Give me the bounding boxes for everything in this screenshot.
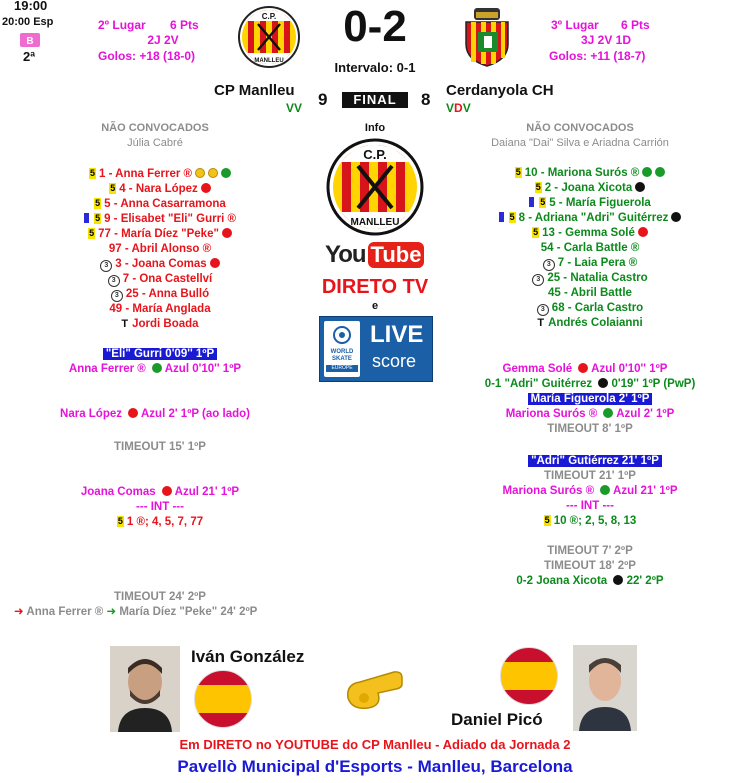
away-event-card3: Mariona Surós ® Azul 2' 1ºP (505, 408, 675, 420)
away-points: 6 Pts (621, 18, 650, 32)
starter-badge: 5 (533, 227, 539, 237)
home-goals: Golos: +18 (18-0) (98, 49, 196, 63)
spain-flag-icon (194, 670, 252, 728)
referee1-photo (110, 646, 180, 732)
division-icon (19, 31, 41, 49)
substitute-badge: 3 (100, 260, 112, 272)
away-int: --- INT --- (566, 500, 614, 512)
starter-badge: 5 (110, 183, 116, 193)
home-position: 2º Lugar (98, 18, 146, 32)
substitute-badge: 3 (111, 290, 123, 302)
roster-player: 3 68 - Carla Castro (480, 301, 700, 316)
roster-player: 5 10 - Mariona Surós ® (480, 166, 700, 181)
substitute-badge: 3 (532, 274, 544, 286)
home-event-card3: Joana Comas Azul 21' 1ºP (80, 486, 240, 498)
footer-venue: Pavellò Municipal d'Esports - Manlleu, Barcelona (177, 757, 573, 776)
card-icon (195, 168, 205, 178)
home-points: 6 Pts (170, 18, 199, 32)
local-time: 20:00 Esp (2, 16, 54, 28)
away-timeout2: TIMEOUT 21' 1ºP (544, 470, 636, 482)
card-icon (201, 183, 211, 193)
starter-badge: 5 (535, 182, 541, 192)
home-roster (40, 167, 280, 332)
starter-badge: 5 (89, 228, 95, 238)
final-badge: FINAL (342, 92, 408, 108)
roster-player: 5 13 - Gemma Solé (480, 226, 700, 241)
card-icon (221, 168, 231, 178)
away-fouls: 8 (421, 90, 431, 109)
whistle-icon (342, 668, 408, 712)
card-icon (208, 168, 218, 178)
starter-badge: 5 (89, 168, 95, 178)
roster-player: 3 25 - Natalia Castro (480, 271, 700, 286)
home-timeout1: TIMEOUT 15' 1ºP (114, 441, 206, 453)
score: 0-2 (343, 2, 407, 51)
away-not-called: Daiana "Dai" Silva e Ariadna Carrión (491, 137, 669, 149)
roster-player: 5 5 - Anna Casarramona (95, 198, 226, 210)
home-event-card2: Nara López Azul 2' 1ºP (ao lado) (60, 408, 250, 420)
home-substitution: ➜ Anna Ferrer ® ➜ María Díez "Peke" 24' 2ºP (14, 606, 258, 618)
card-icon (635, 182, 645, 192)
svg-text:C.P.: C.P. (261, 12, 277, 21)
home-timeout2: TIMEOUT 24' 2ºP (114, 591, 206, 603)
substitute-badge: 3 (543, 259, 555, 271)
roster-player: 3 25 - Anna Bulló (40, 287, 280, 302)
substitute-badge: 3 (537, 304, 549, 316)
roster-player: 5 9 - Elisabet "Eli" Gurri ® (40, 212, 280, 227)
roster-player: 49 - María Anglada (109, 303, 211, 315)
away-event-goal1: 0-1 "Adri" Guitérrez 0'19'' 1ºP (PwP) (484, 378, 696, 390)
info-link[interactable]: Info (364, 122, 386, 134)
referee2-name: Daniel Picó (451, 710, 543, 729)
roster-player: 5 8 - Adriana "Adri" Guitérrez (480, 211, 700, 226)
starter-badge: 5 (95, 213, 101, 223)
division-label: 2ª (23, 49, 36, 64)
away-event-card5: Mariona Surós ® Azul 21' 1ºP (502, 485, 678, 497)
logo-name: MANLLEU (350, 217, 400, 228)
away-team-name: Cerdanyola CH (446, 82, 554, 99)
halftime-score: Intervalo: 0-1 (334, 60, 416, 75)
home-event-card1: Anna Ferrer ® Azul 0'10'' 1ºP (68, 363, 242, 375)
home-record: 2J 2V (147, 33, 179, 47)
substitute-badge: 3 (108, 275, 120, 287)
away-timeout1: TIMEOUT 8' 1ºP (547, 423, 633, 435)
svg-text:MANLLEU: MANLLEU (254, 58, 284, 64)
roster-player: 54 - Carla Battle ® (540, 242, 640, 254)
away-timeout4: TIMEOUT 18' 2ºP (544, 560, 636, 572)
away-event-card1: Gemma Solé Azul 0'10'' 1ºP (502, 363, 668, 375)
roster-player: 5 1 - Anna Ferrer ® (40, 167, 280, 182)
roster-player: 5 77 - María Díez "Peke" (40, 227, 280, 242)
and-label: e (371, 300, 379, 312)
roster-player: 3 7 - Laia Pera ® (480, 256, 700, 271)
sub-out-icon: ➜ (14, 606, 24, 618)
direto-tv-link[interactable]: DIRETO TV (321, 276, 429, 298)
starter-badge: 5 (509, 212, 515, 222)
svg-text:B: B (26, 36, 34, 47)
home-form: VV (286, 101, 303, 115)
away-event-card2: María Figuerola 2' 1ºP (500, 392, 680, 407)
captain-bar-icon (499, 212, 504, 222)
away-timeout3: TIMEOUT 7' 2ºP (547, 545, 633, 557)
home-not-called-title: NÃO CONVOCADOS (101, 122, 209, 134)
home-event-goal: "Eli" Gurri 0'09'' 1ºP (80, 347, 240, 362)
score-text: score (372, 351, 417, 371)
home-lineup: 5 1 ®; 4, 5, 7, 77 (117, 516, 204, 528)
card-icon (671, 212, 681, 222)
footer-broadcast: Em DIRETO no YOUTUBE do CP Manlleu - Adiado da Jornada 2 (179, 737, 571, 752)
card-icon (638, 227, 648, 237)
away-lineup: 5 10 ®; 2, 5, 8, 13 (544, 515, 637, 527)
coach-icon: T (121, 318, 129, 330)
match-time: 19:00 (14, 0, 48, 13)
live-text: LIVE (370, 321, 424, 348)
captain-bar-icon (84, 213, 89, 223)
ws-text: WORLD SKATE (330, 349, 354, 362)
home-crest-icon (238, 6, 300, 68)
logo-letters: C.P. (363, 147, 387, 162)
roster-player: T Jordi Boada (121, 318, 199, 330)
away-position: 3º Lugar (551, 18, 599, 32)
coach-icon: T (537, 317, 545, 329)
away-crest-icon (456, 6, 518, 68)
youtube-logo-icon[interactable]: You Tube (325, 241, 424, 271)
starter-badge: 5 (515, 167, 521, 177)
home-int: --- INT --- (136, 501, 184, 513)
center-logo-icon (326, 138, 424, 236)
card-icon (655, 167, 665, 177)
away-goals: Golos: +11 (18-7) (549, 49, 646, 63)
away-event-goal2: 0-2 Joana Xicota 22' 2ºP (516, 575, 664, 587)
home-not-called: Júlia Cabré (127, 137, 183, 149)
roster-player: 3 7 - Ona Castellví (40, 272, 280, 287)
roster-player: T Andrés Colaianni (537, 317, 643, 329)
away-event-card4: "Adri" Gutiérrez 21' 1ºP (500, 454, 690, 469)
roster-player: 5 2 - Joana Xicota (480, 181, 700, 196)
card-icon (210, 258, 220, 268)
starter-badge: 5 (95, 198, 101, 208)
home-fouls: 9 (318, 90, 328, 109)
referee1-name: Iván González (191, 647, 305, 666)
starter-badge: 5 (540, 197, 546, 207)
roster-player: 97 - Abril Alonso ® (108, 243, 212, 255)
roster-player: 5 4 - Nara López (40, 182, 280, 197)
card-icon (222, 228, 232, 238)
sub-in-icon: ➜ (106, 606, 117, 618)
referee2-photo (573, 645, 637, 731)
captain-bar-icon (529, 197, 534, 207)
card-icon (642, 167, 652, 177)
ws-sub: EUROPE (326, 365, 358, 372)
roster-player: 5 5 - María Figuerola (480, 196, 700, 211)
away-form: VDV (446, 101, 471, 115)
away-record: 3J 2V 1D (580, 33, 632, 47)
away-not-called-title: NÃO CONVOCADOS (526, 122, 634, 134)
roster-player: 45 - Abril Battle (548, 287, 632, 299)
roster-player: 3 3 - Joana Comas (40, 257, 280, 272)
away-roster (480, 166, 700, 331)
livescore-logo-icon[interactable] (319, 316, 433, 382)
spain-flag-icon (500, 647, 558, 705)
home-team-name: CP Manlleu (214, 82, 295, 99)
